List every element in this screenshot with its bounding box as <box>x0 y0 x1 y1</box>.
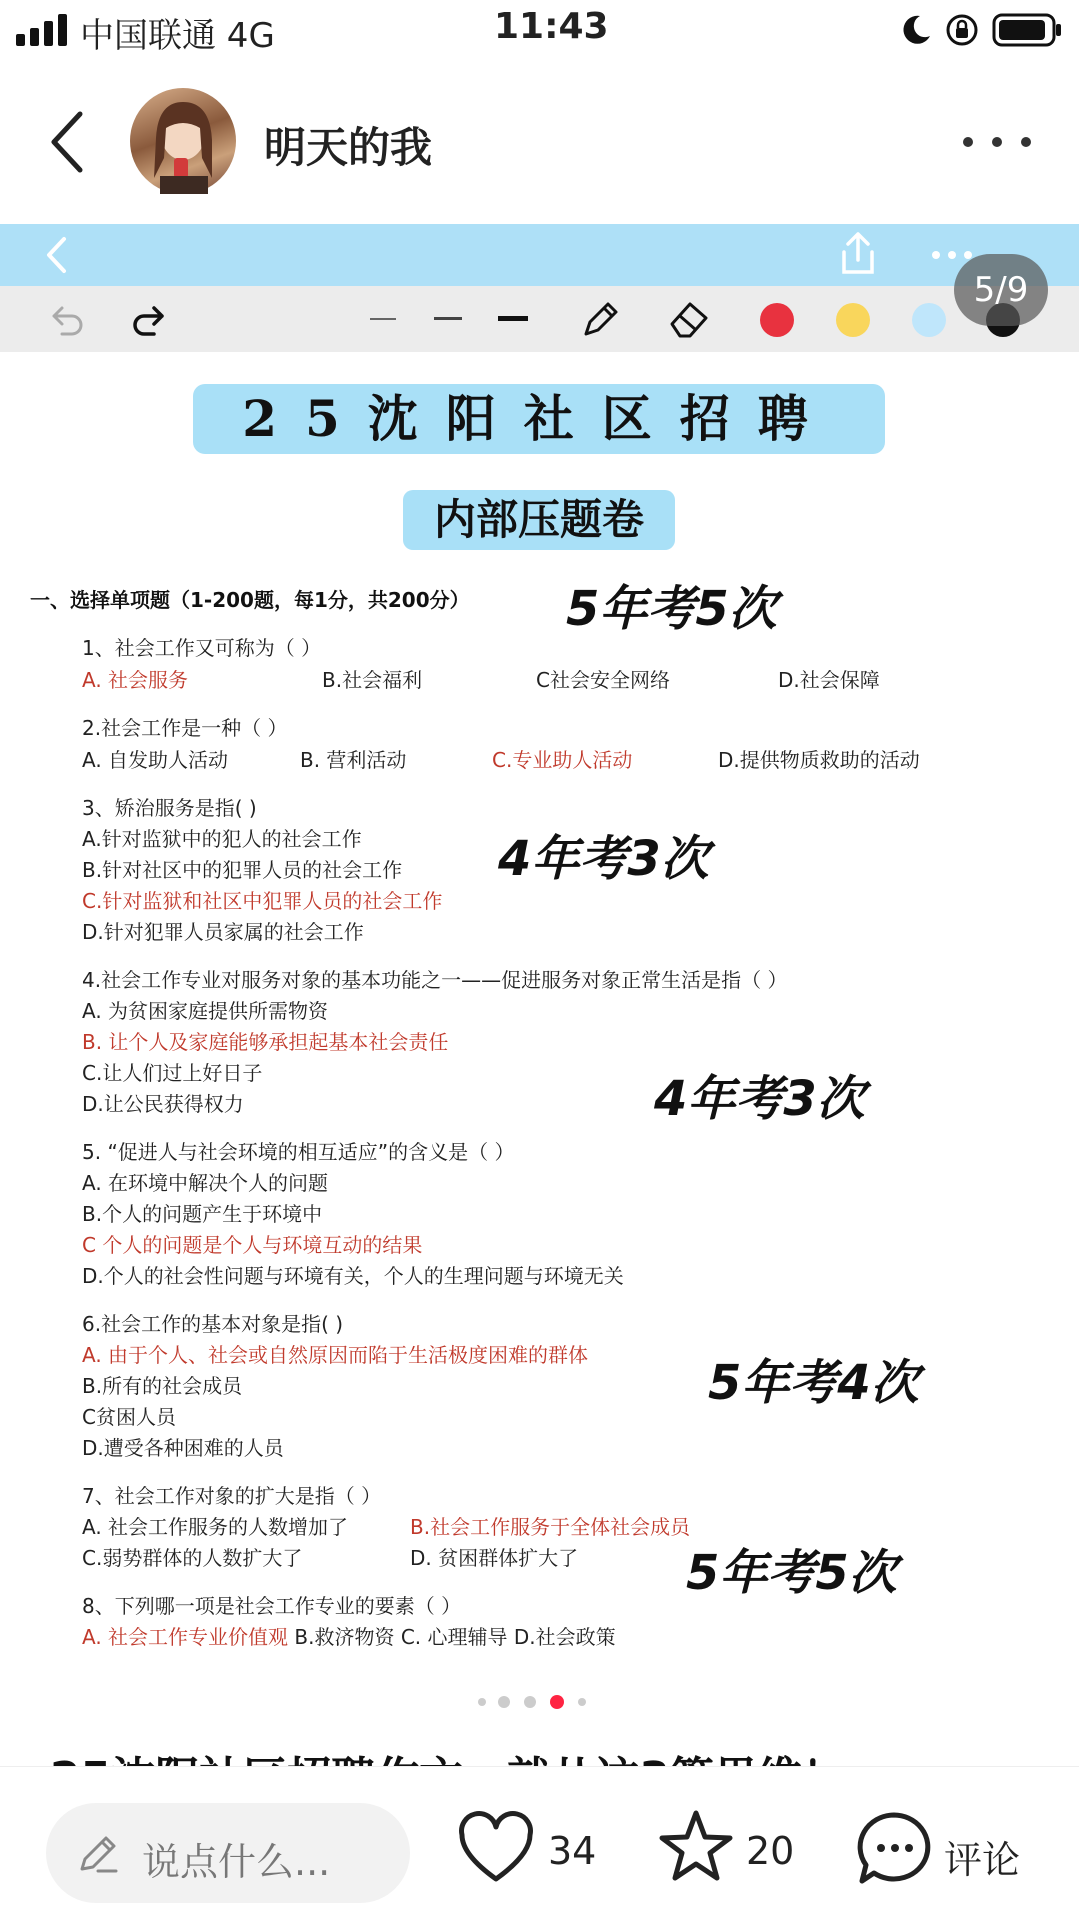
answer-option: A. 社会工作专业价值观 <box>82 1625 289 1649</box>
username[interactable]: 明天的我 <box>264 123 433 172</box>
favorite-count: 20 <box>746 1829 795 1873</box>
eraser-icon <box>668 298 710 340</box>
answer-option: D. 贫困群体扩大了 <box>410 1546 579 1570</box>
battery-icon <box>992 12 1064 48</box>
carousel-indicator <box>474 1693 594 1711</box>
answer-option: C.针对监狱和社区中犯罪人员的社会工作 <box>82 889 443 913</box>
more-icon[interactable] <box>960 132 1034 152</box>
answer-option: D.社会保障 <box>778 668 880 692</box>
question-stem: 8、下列哪一项是社会工作专业的要素（ ） <box>82 1594 462 1618</box>
frequency-stamp: 5年考5次 <box>566 581 777 637</box>
answer-option: B.个人的问题产生于环境中 <box>82 1202 323 1226</box>
carousel-dot <box>578 1698 586 1706</box>
yellow-color-swatch <box>836 303 870 337</box>
favorite-star-icon[interactable] <box>658 1809 734 1883</box>
frequency-stamp: 4年考3次 <box>654 1071 865 1127</box>
embedded-app-bar <box>0 224 1079 286</box>
answer-option: A.针对监狱中的犯人的社会工作 <box>82 827 362 851</box>
document-title: 25沈阳社区招聘 <box>193 384 885 454</box>
answer-option: A. 在环境中解决个人的问题 <box>82 1171 329 1195</box>
comment-label[interactable]: 评论 <box>944 1838 1021 1882</box>
question-stem: 3、矫治服务是指( ) <box>82 796 257 820</box>
question-stem: 5. “促进人与社会环境的相互适应”的含义是（ ） <box>82 1140 515 1164</box>
embedded-back-icon <box>44 236 68 274</box>
answer-option: A. 由于个人、社会或自然原因而陷于生活极度困难的群体 <box>82 1343 589 1367</box>
answer-option: D.让公民获得权力 <box>82 1092 244 1116</box>
question-stem: 6.社会工作的基本对象是指( ) <box>82 1312 344 1336</box>
avatar[interactable] <box>130 88 236 194</box>
comment-bubble-icon[interactable] <box>856 1811 932 1885</box>
medium-stroke-option <box>434 317 462 320</box>
answer-option: B.所有的社会成员 <box>82 1374 243 1398</box>
signal-icon <box>16 14 74 46</box>
answer-option: C.让人们过上好日子 <box>82 1061 263 1085</box>
answer-option: B.针对社区中的犯罪人员的社会工作 <box>82 858 403 882</box>
answer-option: A. 社会服务 <box>82 668 189 692</box>
answer-option: C 个人的问题是个人与环境互动的结果 <box>82 1233 423 1257</box>
carrier-label: 中国联通 4G <box>80 16 275 56</box>
question-stem: 2.社会工作是一种（ ） <box>82 716 288 740</box>
frequency-stamp: 5年考4次 <box>708 1355 919 1411</box>
blue-color-swatch <box>912 303 946 337</box>
avatar-portrait <box>130 88 236 194</box>
answer-option: B. 营利活动 <box>300 748 407 772</box>
answer-option: C.弱势群体的人数扩大了 <box>82 1546 303 1570</box>
share-icon <box>838 232 878 276</box>
like-count: 34 <box>548 1829 597 1873</box>
answer-option: C贫困人员 <box>82 1405 176 1429</box>
bottom-action-bar <box>0 1766 1079 1921</box>
answer-option: B. 让个人及家庭能够承担起基本社会责任 <box>82 1030 449 1054</box>
embedded-more-icon <box>930 248 974 262</box>
answer-option: C.专业助人活动 <box>492 748 633 772</box>
question-stem: 4.社会工作专业对服务对象的基本功能之一——促进服务对象正常生活是指（ ） <box>82 968 788 992</box>
moon-icon <box>900 14 932 46</box>
thick-stroke-option <box>498 316 528 321</box>
like-heart-icon[interactable] <box>458 1815 534 1883</box>
answer-option: D.个人的社会性问题与环境有关，个人的生理问题与环境无关 <box>82 1264 624 1288</box>
post-title <box>50 1742 846 1768</box>
answer-option: A. 社会工作服务的人数增加了 <box>82 1515 349 1539</box>
frequency-stamp: 4年考3次 <box>498 831 709 887</box>
comment-input[interactable] <box>46 1803 410 1903</box>
undo-icon <box>50 302 86 336</box>
frequency-stamp: 5年考5次 <box>686 1545 897 1601</box>
answer-option: D.提供物质救助的活动 <box>718 748 920 772</box>
question-stem: 7、社会工作对象的扩大是指（ ） <box>82 1484 382 1508</box>
carousel-dot <box>478 1698 486 1706</box>
status-bar <box>0 0 1079 62</box>
other-options: B.救济物资 C. 心理辅导 D.社会政策 <box>288 1625 616 1649</box>
carousel-dot <box>524 1696 536 1708</box>
pencil-icon <box>76 1833 120 1875</box>
rotation-lock-icon <box>944 12 980 48</box>
pen-icon <box>580 298 620 340</box>
carousel-dot <box>498 1696 510 1708</box>
answer-option: D.针对犯罪人员家属的社会工作 <box>82 920 364 944</box>
question-stem: 1、社会工作又可称为（ ） <box>82 636 322 660</box>
back-icon[interactable] <box>46 110 86 174</box>
clock: 11:43 <box>494 6 609 47</box>
redo-icon <box>130 302 166 336</box>
thin-stroke-option <box>370 318 396 320</box>
answer-option: C社会安全网络 <box>536 668 670 692</box>
carousel-dot-active <box>550 1695 564 1709</box>
post-image[interactable] <box>0 224 1079 1664</box>
answer-option: A. 为贫困家庭提供所需物资 <box>82 999 329 1023</box>
comment-placeholder: 说点什么... <box>142 1840 331 1884</box>
answer-option: D.遭受各种困难的人员 <box>82 1436 284 1460</box>
document-subtitle: 内部压题卷 <box>403 490 675 550</box>
red-color-swatch <box>760 303 794 337</box>
annotation-toolbar <box>0 286 1079 352</box>
page-counter: 5/9 <box>954 254 1048 326</box>
answer-option: B.社会工作服务于全体社会成员 <box>410 1515 691 1539</box>
answer-option: A. 自发助人活动 <box>82 748 229 772</box>
answer-option: B.社会福利 <box>322 668 423 692</box>
section-heading: 一、选择单项题（1-200题，每1分，共200分） <box>30 588 470 612</box>
answer-line <box>82 1621 616 1650</box>
